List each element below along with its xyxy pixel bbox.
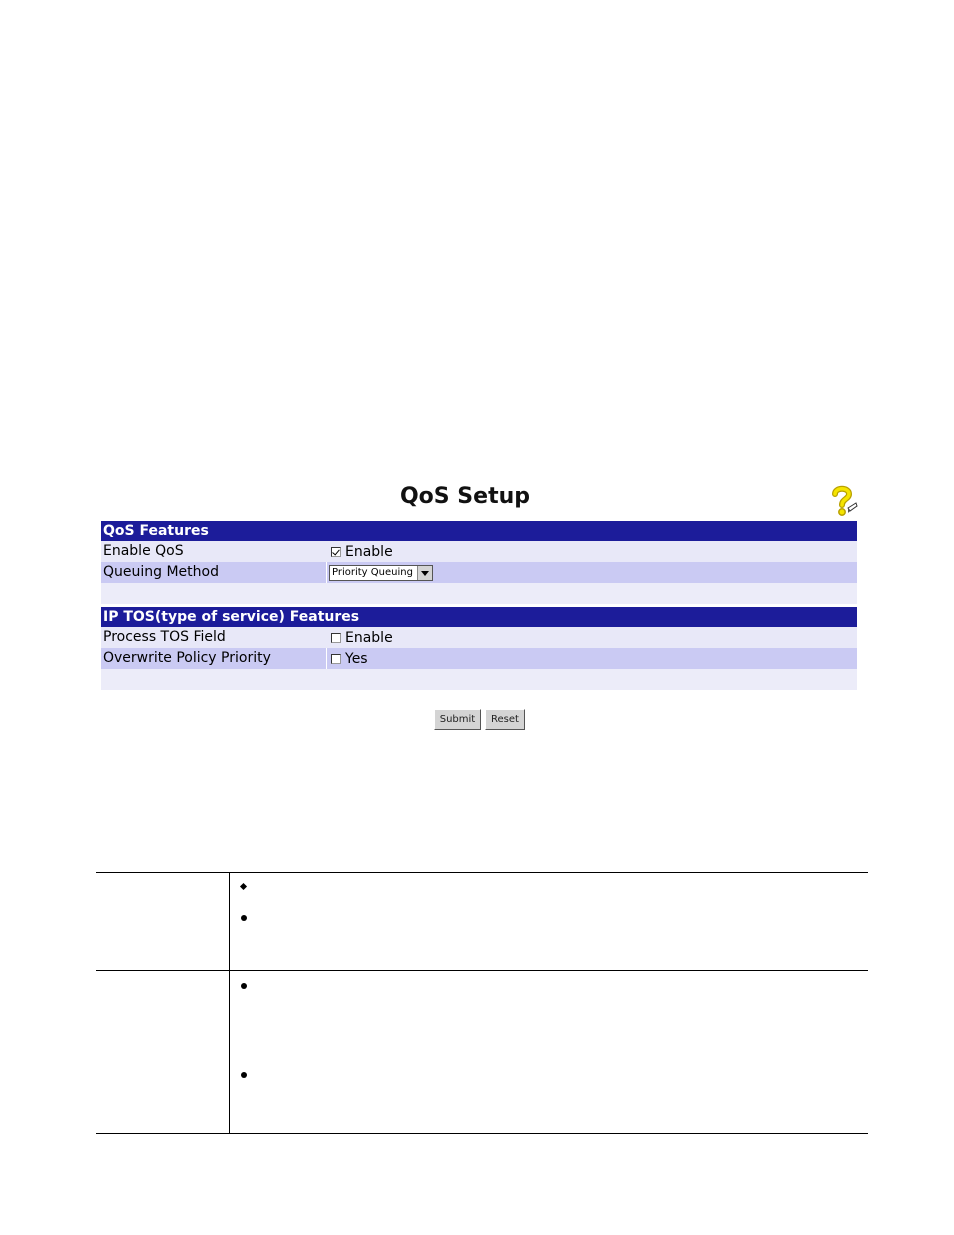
row-overwrite-policy-priority xyxy=(101,648,857,669)
ip-tos-features-panel xyxy=(101,607,857,690)
bullet-icon xyxy=(240,883,247,890)
table-row-divider xyxy=(96,970,868,971)
queuing-method-selected-value: Priority Queuing xyxy=(332,567,413,578)
process-tos-field-option-label: Enable xyxy=(345,629,393,646)
section-spacer xyxy=(101,583,857,604)
process-tos-field-checkbox[interactable] xyxy=(331,633,341,643)
queuing-method-label: Queuing Method xyxy=(101,562,327,583)
bullet-icon xyxy=(241,915,247,921)
bullet-icon xyxy=(241,1072,247,1078)
section-header-ip-tos-features: IP TOS(type of service) Features xyxy=(101,607,857,627)
overwrite-policy-priority-option-label: Yes xyxy=(345,650,368,667)
enable-qos-label: Enable QoS xyxy=(103,543,184,559)
table-bottom-border xyxy=(96,1133,868,1134)
overwrite-policy-priority-label: Overwrite Policy Priority xyxy=(101,648,327,669)
row-process-tos-field xyxy=(101,627,857,648)
enable-qos-option-label: Enable xyxy=(345,543,393,560)
enable-qos-checkbox[interactable] xyxy=(331,547,341,557)
overwrite-policy-priority-checkbox[interactable] xyxy=(331,654,341,664)
section-header-qos-features: QoS Features xyxy=(101,521,857,541)
table-top-border xyxy=(96,872,868,873)
description-table xyxy=(96,872,868,1134)
reset-button[interactable]: Reset xyxy=(485,709,525,730)
page-title: QoS Setup xyxy=(399,484,530,509)
queuing-method-select[interactable] xyxy=(329,565,433,581)
row-enable-qos xyxy=(101,541,857,562)
process-tos-field-label: Process TOS Field xyxy=(103,629,226,645)
qos-features-panel xyxy=(101,521,857,604)
chevron-down-icon[interactable] xyxy=(417,566,432,580)
help-question-icon[interactable] xyxy=(826,484,858,518)
row-queuing-method xyxy=(101,562,857,583)
submit-button[interactable]: Submit xyxy=(434,709,481,730)
table-column-divider xyxy=(229,872,230,1134)
section-spacer xyxy=(101,669,857,690)
bullet-icon xyxy=(241,983,247,989)
